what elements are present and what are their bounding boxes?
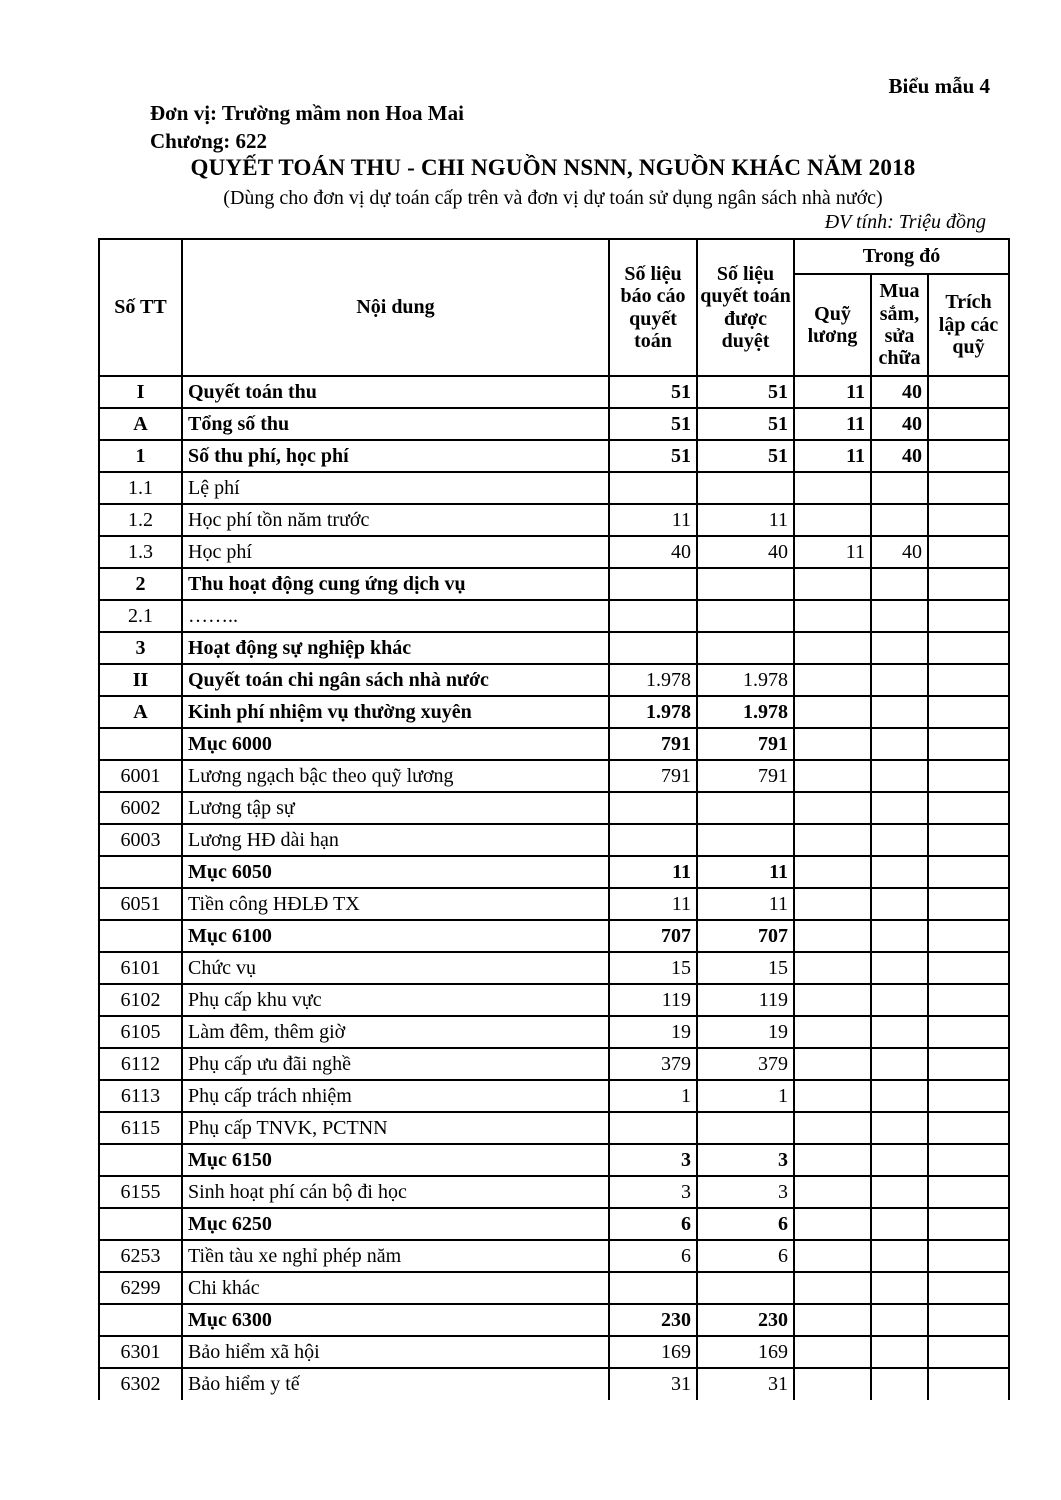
cell-quy-luong	[794, 472, 871, 504]
cell-trich-lap	[928, 952, 1009, 984]
row-stt: 6101	[99, 952, 182, 984]
cell-trich-lap	[928, 440, 1009, 472]
row-stt: 3	[99, 632, 182, 664]
row-stt	[99, 856, 182, 888]
row-stt: 6301	[99, 1336, 182, 1368]
cell-bao-cao	[609, 600, 697, 632]
table-row	[99, 440, 1009, 472]
table-row	[99, 792, 1009, 824]
row-stt: 6115	[99, 1112, 182, 1144]
cell-trich-lap	[928, 1016, 1009, 1048]
cell-mua-sam	[871, 1048, 928, 1080]
form-number-label: Biểu mẫu 4	[888, 74, 990, 98]
cell-mua-sam	[871, 856, 928, 888]
cell-duyet: 1.978	[697, 696, 794, 728]
row-label: Phụ cấp ưu đãi nghề	[182, 1048, 609, 1080]
cell-trich-lap	[928, 1208, 1009, 1240]
cell-trich-lap	[928, 1144, 1009, 1176]
cell-quy-luong	[794, 920, 871, 952]
cell-bao-cao: 31	[609, 1368, 697, 1400]
cell-trich-lap	[928, 824, 1009, 856]
cell-bao-cao	[609, 824, 697, 856]
cell-bao-cao: 119	[609, 984, 697, 1016]
table-row	[99, 632, 1009, 664]
cell-mua-sam	[871, 824, 928, 856]
row-label: Lương ngạch bậc theo quỹ lương	[182, 760, 609, 792]
row-label: Phụ cấp trách nhiệm	[182, 1080, 609, 1112]
row-stt: A	[99, 696, 182, 728]
cell-trich-lap	[928, 664, 1009, 696]
cell-trich-lap	[928, 728, 1009, 760]
table-row	[99, 728, 1009, 760]
cell-duyet: 3	[697, 1144, 794, 1176]
row-label: Lệ phí	[182, 472, 609, 504]
cell-mua-sam	[871, 568, 928, 600]
cell-mua-sam	[871, 1112, 928, 1144]
row-label: Tiền công HĐLĐ TX	[182, 888, 609, 920]
cell-bao-cao: 51	[609, 408, 697, 440]
row-label: Chức vụ	[182, 952, 609, 984]
cell-trich-lap	[928, 1112, 1009, 1144]
cell-mua-sam: 40	[871, 440, 928, 472]
cell-quy-luong	[794, 632, 871, 664]
row-stt: 6003	[99, 824, 182, 856]
table-row	[99, 472, 1009, 504]
row-label: Lương HĐ dài hạn	[182, 824, 609, 856]
row-label: Mục 6100	[182, 920, 609, 952]
row-stt: 2.1	[99, 600, 182, 632]
cell-bao-cao: 1.978	[609, 696, 697, 728]
cell-duyet: 119	[697, 984, 794, 1016]
cell-quy-luong	[794, 792, 871, 824]
table-row	[99, 1304, 1009, 1336]
row-stt	[99, 728, 182, 760]
row-stt: 6051	[99, 888, 182, 920]
row-stt: 6002	[99, 792, 182, 824]
col-header-trong-do: Trong đó	[794, 239, 1009, 274]
row-stt: 6302	[99, 1368, 182, 1400]
cell-quy-luong	[794, 1016, 871, 1048]
cell-bao-cao	[609, 792, 697, 824]
row-stt: 1.1	[99, 472, 182, 504]
row-label: Học phí	[182, 536, 609, 568]
cell-trich-lap	[928, 472, 1009, 504]
col-header-quy-luong: Quỹ lương	[794, 274, 871, 376]
table-row	[99, 376, 1009, 408]
cell-duyet: 3	[697, 1176, 794, 1208]
cell-quy-luong	[794, 1368, 871, 1400]
cell-quy-luong	[794, 984, 871, 1016]
cell-mua-sam	[871, 920, 928, 952]
cell-quy-luong	[794, 664, 871, 696]
cell-bao-cao: 3	[609, 1144, 697, 1176]
row-stt: 6299	[99, 1272, 182, 1304]
cell-quy-luong	[794, 1208, 871, 1240]
cell-mua-sam: 40	[871, 408, 928, 440]
cell-quy-luong: 11	[794, 440, 871, 472]
cell-trich-lap	[928, 888, 1009, 920]
cell-trich-lap	[928, 1048, 1009, 1080]
cell-trich-lap	[928, 1304, 1009, 1336]
row-stt: 6105	[99, 1016, 182, 1048]
table-row	[99, 1336, 1009, 1368]
cell-mua-sam	[871, 1272, 928, 1304]
row-label: Kinh phí nhiệm vụ thường xuyên	[182, 696, 609, 728]
cell-mua-sam	[871, 1208, 928, 1240]
row-label: Học phí tồn năm trước	[182, 504, 609, 536]
row-label: Làm đêm, thêm giờ	[182, 1016, 609, 1048]
row-label: Quyết toán chi ngân sách nhà nước	[182, 664, 609, 696]
row-label: Quyết toán thu	[182, 376, 609, 408]
cell-duyet	[697, 792, 794, 824]
cell-quy-luong	[794, 1112, 871, 1144]
table-row	[99, 1080, 1009, 1112]
cell-bao-cao: 1	[609, 1080, 697, 1112]
cell-duyet	[697, 472, 794, 504]
row-stt	[99, 1208, 182, 1240]
cell-duyet	[697, 632, 794, 664]
cell-quy-luong	[794, 1144, 871, 1176]
cell-duyet	[697, 568, 794, 600]
unit-name-line: Đơn vị: Trường mầm non Hoa Mai	[150, 101, 464, 125]
cell-bao-cao: 11	[609, 504, 697, 536]
row-label: Bảo hiểm y tế	[182, 1368, 609, 1400]
col-header-trich-lap: Trích lập các quỹ	[928, 274, 1009, 376]
cell-bao-cao: 379	[609, 1048, 697, 1080]
table-row	[99, 1208, 1009, 1240]
cell-quy-luong	[794, 888, 871, 920]
cell-mua-sam	[871, 504, 928, 536]
cell-bao-cao: 6	[609, 1208, 697, 1240]
cell-quy-luong	[794, 952, 871, 984]
cell-duyet: 1	[697, 1080, 794, 1112]
cell-mua-sam	[871, 600, 928, 632]
document-subtitle: (Dùng cho đơn vị dự toán cấp trên và đơn vị dự toán sử dụng ngân sách nhà nước)	[223, 187, 883, 209]
cell-duyet	[697, 600, 794, 632]
cell-quy-luong	[794, 728, 871, 760]
cell-bao-cao: 1.978	[609, 664, 697, 696]
row-stt: I	[99, 376, 182, 408]
table-row	[99, 952, 1009, 984]
cell-quy-luong	[794, 824, 871, 856]
cell-bao-cao: 6	[609, 1240, 697, 1272]
cell-duyet: 791	[697, 728, 794, 760]
row-label: Sinh hoạt phí cán bộ đi học	[182, 1176, 609, 1208]
cell-duyet: 40	[697, 536, 794, 568]
table-row	[99, 1176, 1009, 1208]
table-row	[99, 920, 1009, 952]
cell-duyet: 15	[697, 952, 794, 984]
cell-bao-cao: 3	[609, 1176, 697, 1208]
row-label: Lương tập sự	[182, 792, 609, 824]
table-body	[99, 376, 1009, 1400]
cell-trich-lap	[928, 856, 1009, 888]
table-row	[99, 600, 1009, 632]
cell-duyet: 11	[697, 504, 794, 536]
cell-mua-sam	[871, 984, 928, 1016]
row-label: Mục 6000	[182, 728, 609, 760]
cell-trich-lap	[928, 696, 1009, 728]
cell-duyet: 51	[697, 440, 794, 472]
cell-mua-sam: 40	[871, 536, 928, 568]
cell-bao-cao: 51	[609, 376, 697, 408]
cell-trich-lap	[928, 376, 1009, 408]
document-title: QUYẾT TOÁN THU - CHI NGUỒN NSNN, NGUỒN KHÁC NĂM 2018	[190, 155, 916, 180]
table-row	[99, 1272, 1009, 1304]
cell-duyet: 11	[697, 856, 794, 888]
table-row	[99, 888, 1009, 920]
cell-duyet: 1.978	[697, 664, 794, 696]
cell-duyet	[697, 1272, 794, 1304]
cell-mua-sam	[871, 1176, 928, 1208]
cell-duyet: 379	[697, 1048, 794, 1080]
table-row	[99, 664, 1009, 696]
cell-mua-sam	[871, 1240, 928, 1272]
cell-duyet: 51	[697, 408, 794, 440]
cell-trich-lap	[928, 760, 1009, 792]
cell-bao-cao: 11	[609, 888, 697, 920]
cell-duyet	[697, 1112, 794, 1144]
cell-quy-luong: 11	[794, 376, 871, 408]
row-stt: 1.2	[99, 504, 182, 536]
cell-bao-cao: 11	[609, 856, 697, 888]
cell-bao-cao: 791	[609, 760, 697, 792]
row-label: Mục 6300	[182, 1304, 609, 1336]
cell-trich-lap	[928, 504, 1009, 536]
row-label: Bảo hiểm xã hội	[182, 1336, 609, 1368]
cell-trich-lap	[928, 568, 1009, 600]
cell-duyet: 6	[697, 1208, 794, 1240]
cell-mua-sam	[871, 760, 928, 792]
cell-trich-lap	[928, 600, 1009, 632]
cell-mua-sam	[871, 632, 928, 664]
cell-mua-sam	[871, 696, 928, 728]
row-label: Phụ cấp khu vực	[182, 984, 609, 1016]
row-label: Thu hoạt động cung ứng dịch vụ	[182, 568, 609, 600]
row-label: Tổng số thu	[182, 408, 609, 440]
table-row	[99, 504, 1009, 536]
cell-duyet: 31	[697, 1368, 794, 1400]
cell-quy-luong	[794, 1080, 871, 1112]
cell-quy-luong	[794, 1336, 871, 1368]
row-stt	[99, 920, 182, 952]
cell-bao-cao: 51	[609, 440, 697, 472]
row-stt: 6155	[99, 1176, 182, 1208]
row-stt: 6102	[99, 984, 182, 1016]
cell-trich-lap	[928, 1176, 1009, 1208]
cell-trich-lap	[928, 408, 1009, 440]
cell-duyet: 169	[697, 1336, 794, 1368]
row-stt: 6253	[99, 1240, 182, 1272]
cell-duyet: 11	[697, 888, 794, 920]
cell-duyet: 791	[697, 760, 794, 792]
cell-trich-lap	[928, 632, 1009, 664]
cell-trich-lap	[928, 1368, 1009, 1400]
cell-trich-lap	[928, 1336, 1009, 1368]
col-header-stt: Số TT	[99, 239, 182, 376]
row-stt: 1.3	[99, 536, 182, 568]
table-row	[99, 1048, 1009, 1080]
cell-bao-cao	[609, 1272, 697, 1304]
cell-bao-cao: 40	[609, 536, 697, 568]
table-row	[99, 408, 1009, 440]
cell-mua-sam	[871, 472, 928, 504]
cell-quy-luong	[794, 568, 871, 600]
cell-quy-luong	[794, 1304, 871, 1336]
table-row	[99, 824, 1009, 856]
table-row	[99, 984, 1009, 1016]
cell-mua-sam	[871, 1144, 928, 1176]
row-label: Số thu phí, học phí	[182, 440, 609, 472]
cell-bao-cao: 15	[609, 952, 697, 984]
cell-trich-lap	[928, 1272, 1009, 1304]
table-row	[99, 1016, 1009, 1048]
cell-mua-sam	[871, 1016, 928, 1048]
cell-quy-luong	[794, 696, 871, 728]
cell-trich-lap	[928, 1240, 1009, 1272]
cell-quy-luong	[794, 1240, 871, 1272]
row-stt: 6001	[99, 760, 182, 792]
row-stt: 6112	[99, 1048, 182, 1080]
row-stt: 6113	[99, 1080, 182, 1112]
cell-quy-luong	[794, 504, 871, 536]
cell-trich-lap	[928, 1080, 1009, 1112]
row-label: Mục 6050	[182, 856, 609, 888]
cell-bao-cao	[609, 632, 697, 664]
cell-trich-lap	[928, 536, 1009, 568]
cell-bao-cao: 230	[609, 1304, 697, 1336]
cell-duyet: 230	[697, 1304, 794, 1336]
table-row	[99, 568, 1009, 600]
col-header-noi-dung: Nội dung	[182, 239, 609, 376]
cell-quy-luong	[794, 600, 871, 632]
cell-quy-luong: 11	[794, 408, 871, 440]
cell-mua-sam	[871, 888, 928, 920]
cell-mua-sam	[871, 1368, 928, 1400]
table-row	[99, 696, 1009, 728]
cell-duyet: 51	[697, 376, 794, 408]
cell-mua-sam	[871, 952, 928, 984]
cell-mua-sam	[871, 1080, 928, 1112]
cell-bao-cao: 707	[609, 920, 697, 952]
cell-bao-cao	[609, 472, 697, 504]
cell-quy-luong	[794, 1176, 871, 1208]
table-row	[99, 1368, 1009, 1400]
cell-mua-sam	[871, 792, 928, 824]
table-row	[99, 536, 1009, 568]
row-label: ……..	[182, 600, 609, 632]
cell-duyet: 19	[697, 1016, 794, 1048]
row-label: Hoạt động sự nghiệp khác	[182, 632, 609, 664]
table-row	[99, 1144, 1009, 1176]
table-row	[99, 1112, 1009, 1144]
cell-bao-cao: 19	[609, 1016, 697, 1048]
header-row-1	[99, 239, 1009, 274]
settlement-table	[98, 238, 1010, 1400]
table-row	[99, 856, 1009, 888]
row-label: Mục 6250	[182, 1208, 609, 1240]
cell-quy-luong: 11	[794, 536, 871, 568]
row-stt	[99, 1144, 182, 1176]
row-stt: 1	[99, 440, 182, 472]
table-header	[99, 239, 1009, 376]
col-header-mua-sam: Mua sắm, sửa chữa	[871, 274, 928, 376]
cell-bao-cao: 791	[609, 728, 697, 760]
row-label: Phụ cấp TNVK, PCTNN	[182, 1112, 609, 1144]
cell-quy-luong	[794, 760, 871, 792]
cell-mua-sam: 40	[871, 376, 928, 408]
cell-duyet: 707	[697, 920, 794, 952]
row-label: Chi khác	[182, 1272, 609, 1304]
table-row	[99, 1240, 1009, 1272]
cell-quy-luong	[794, 1048, 871, 1080]
cell-mua-sam	[871, 664, 928, 696]
cell-duyet: 6	[697, 1240, 794, 1272]
currency-unit-note: ĐV tính: Triệu đồng	[824, 211, 986, 233]
row-stt	[99, 1304, 182, 1336]
chapter-line: Chương: 622	[150, 129, 267, 153]
cell-trich-lap	[928, 920, 1009, 952]
col-header-so-lieu-bao-cao: Số liệu báo cáo quyết toán	[609, 239, 697, 376]
cell-bao-cao	[609, 568, 697, 600]
cell-trich-lap	[928, 792, 1009, 824]
cell-mua-sam	[871, 728, 928, 760]
col-header-so-lieu-duyet: Số liệu quyết toán được duyệt	[697, 239, 794, 376]
row-label: Mục 6150	[182, 1144, 609, 1176]
cell-mua-sam	[871, 1304, 928, 1336]
row-label: Tiền tàu xe nghỉ phép năm	[182, 1240, 609, 1272]
cell-trich-lap	[928, 984, 1009, 1016]
cell-bao-cao: 169	[609, 1336, 697, 1368]
cell-mua-sam	[871, 1336, 928, 1368]
cell-bao-cao	[609, 1112, 697, 1144]
table-row	[99, 760, 1009, 792]
row-stt: II	[99, 664, 182, 696]
row-stt: A	[99, 408, 182, 440]
cell-duyet	[697, 824, 794, 856]
row-stt: 2	[99, 568, 182, 600]
cell-quy-luong	[794, 856, 871, 888]
cell-quy-luong	[794, 1272, 871, 1304]
